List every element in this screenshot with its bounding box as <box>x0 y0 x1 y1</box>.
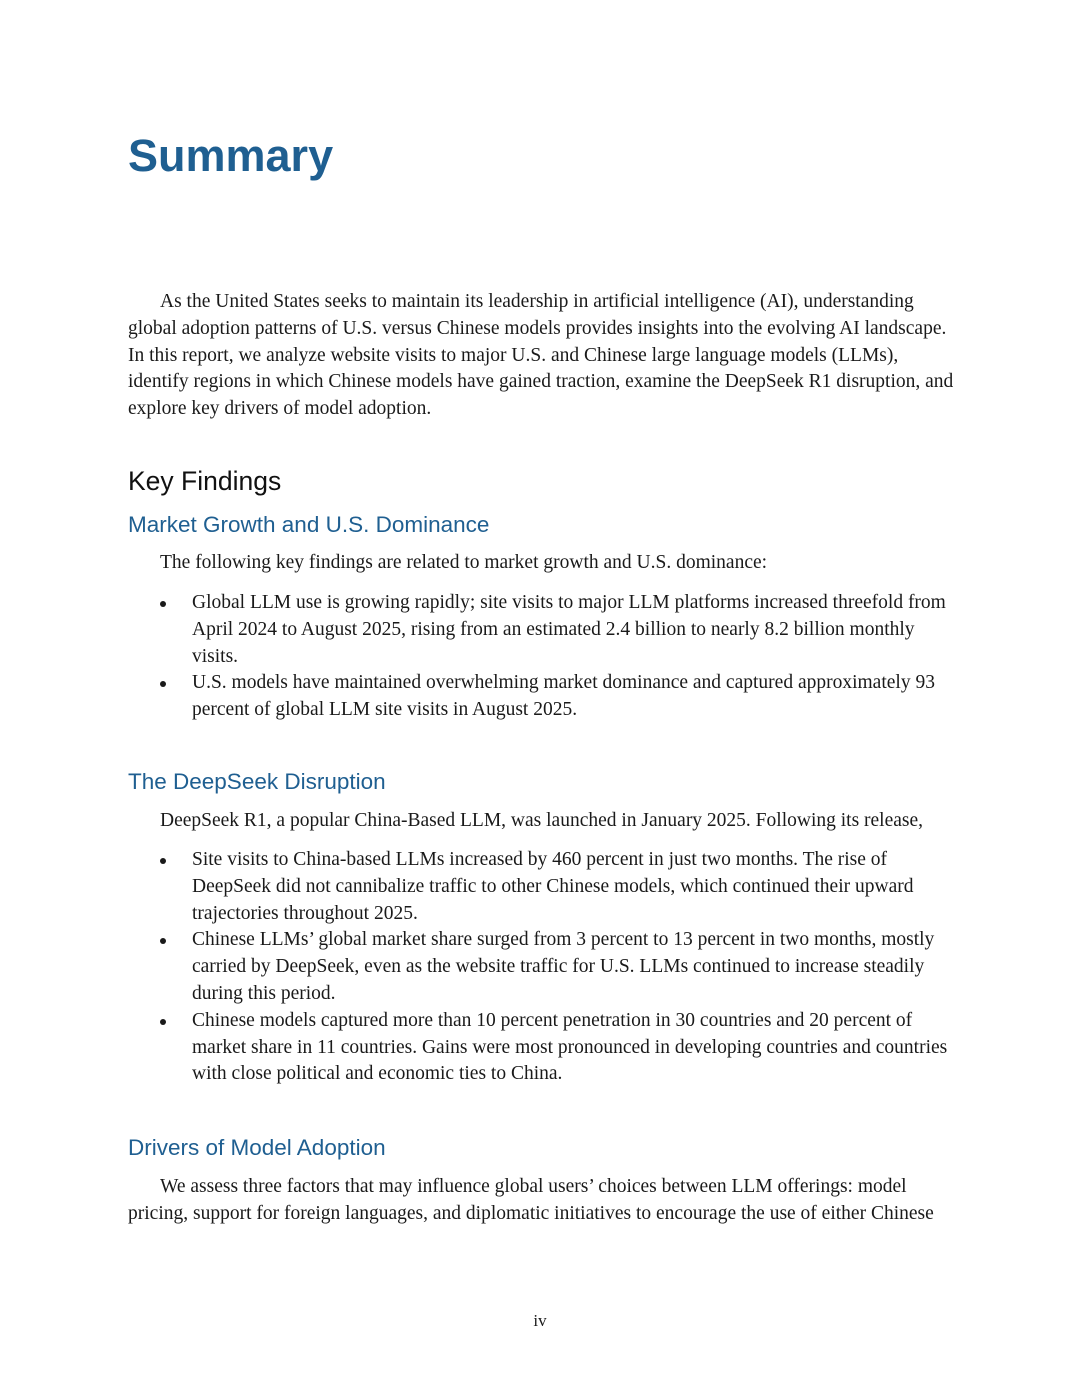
drivers-heading: Drivers of Model Adoption <box>128 1135 386 1160</box>
list-item <box>128 927 958 1007</box>
list-item-text: Chinese LLMs’ global market share surged from 3 percent to 13 percent in two months, mostly carried by DeepSeek, even as the website traffic for U.S. LLMs continued to increase steadily during this period. <box>192 929 935 1004</box>
deepseek-list <box>128 847 958 1088</box>
intro-paragraph: As the United States seeks to maintain its leadership in artificial intelligence (AI), understanding global adoption patterns of U.S. versus Chinese models provides insights into the evolving AI landscape. In this report, we analyze website visits to major U.S. and Chinese large language models (LLMs), identify regions in which Chinese models have gained traction, examine the DeepSeek R1 disruption, and explore key drivers of model adoption. <box>128 291 954 420</box>
list-item-text: Global LLM use is growing rapidly; site visits to major LLM platforms increased threefold from April 2024 to August 2025, rising from an estimated 2.4 billion to nearly 8.2 billion monthly visits. <box>192 592 946 667</box>
market-growth-lead: The following key findings are related to market growth and U.S. dominance: <box>160 552 768 573</box>
list-item <box>128 847 958 927</box>
bullet-icon <box>160 681 166 687</box>
page-title: Summary <box>128 130 334 181</box>
list-item-text: U.S. models have maintained overwhelming market dominance and captured approximately 93 percent of global LLM site visits in August 2025. <box>192 672 935 721</box>
list-item-text: Chinese models captured more than 10 percent penetration in 30 countries and 20 percent of market share in 11 countries. Gains were most pronounced in developing countries and countries with close political and economic ties to China. <box>192 1009 948 1085</box>
bullet-icon <box>160 1019 166 1025</box>
list-item <box>128 670 958 724</box>
drivers-paragraph: We assess three factors that may influence global users’ choices between LLM offerings: model pricing, support for foreign languages, and diplomatic initiatives to encourage the use of either Chinese <box>128 1176 934 1224</box>
market-growth-heading: Market Growth and U.S. Dominance <box>128 512 490 537</box>
key-findings-heading: Key Findings <box>128 466 282 496</box>
list-item <box>128 1008 958 1088</box>
bullet-icon <box>160 938 166 944</box>
list-item-text: Site visits to China-based LLMs increased by 460 percent in just two months. The rise of DeepSeek did not cannibalize traffic to other Chinese models, which continued their upward trajectories throughout 2025. <box>192 849 914 924</box>
page-number: iv <box>533 1311 547 1330</box>
deepseek-lead: DeepSeek R1, a popular China-Based LLM, was launched in January 2025. Following its release, <box>160 810 924 831</box>
bullet-icon <box>160 601 166 607</box>
bullet-icon <box>160 858 166 864</box>
market-growth-list <box>128 590 958 724</box>
deepseek-heading: The DeepSeek Disruption <box>128 769 386 794</box>
list-item <box>128 590 958 670</box>
